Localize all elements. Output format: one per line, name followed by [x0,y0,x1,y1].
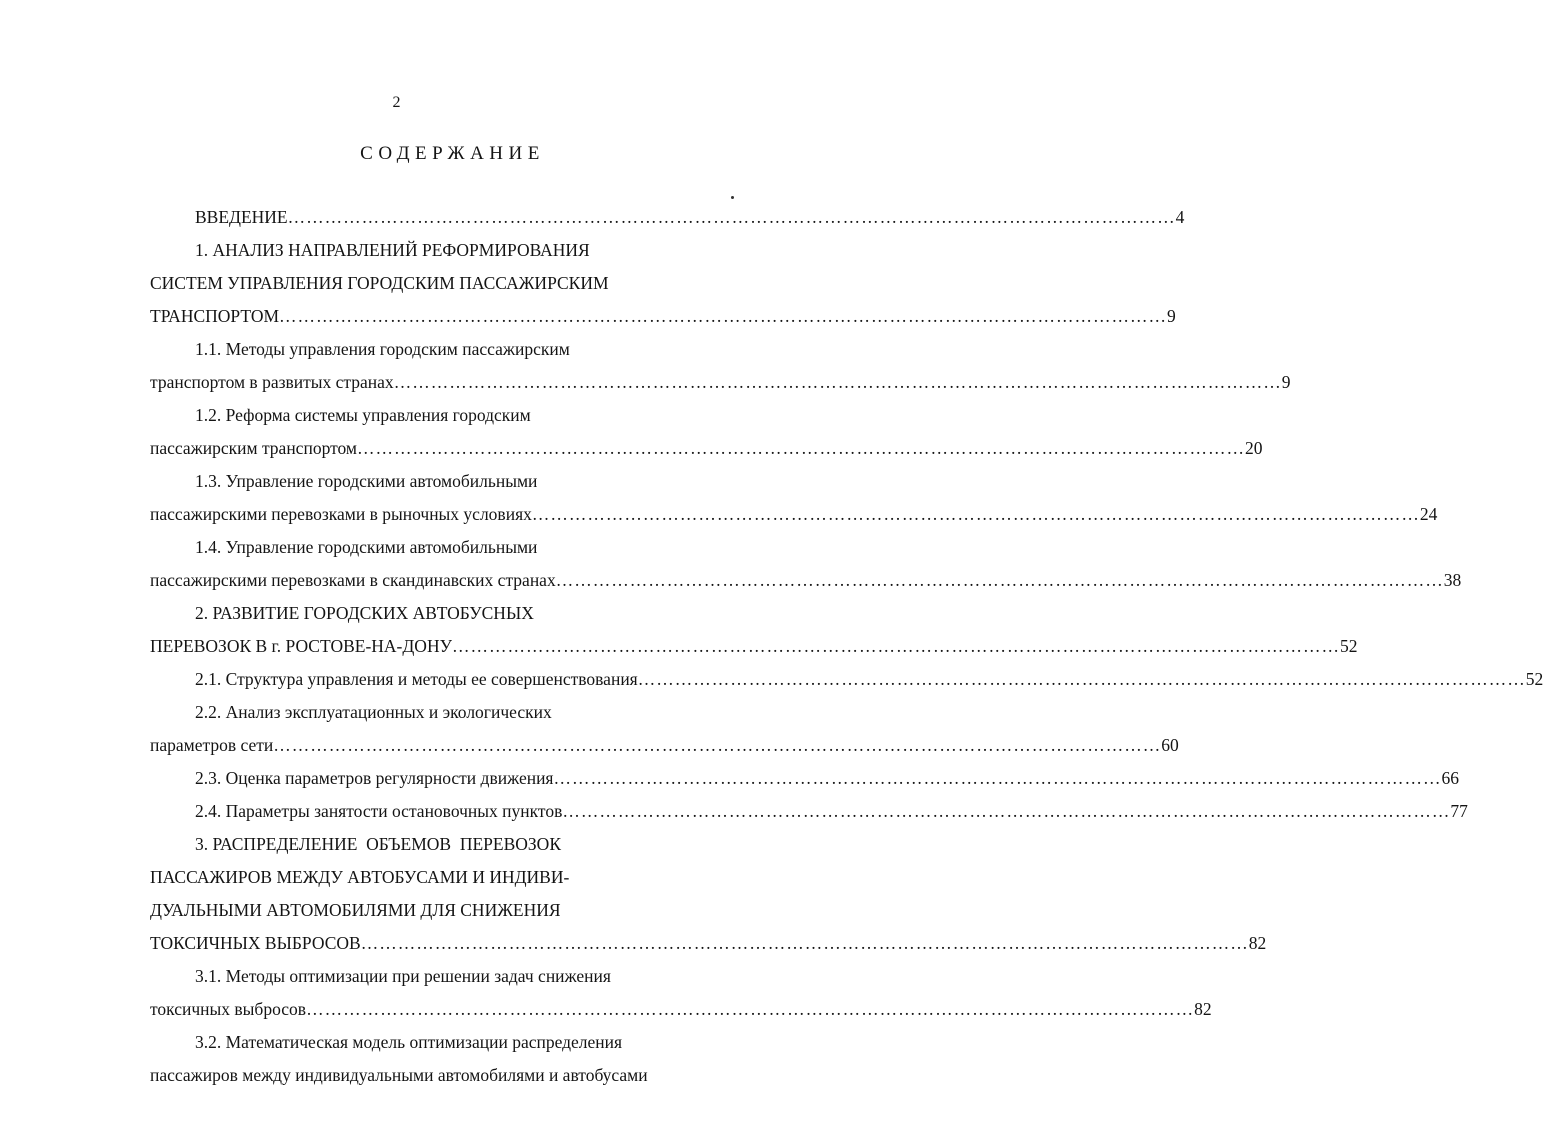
toc-entry-section-3-1 [150,998,1212,1020]
toc-page-number: 9 [1281,372,1291,392]
toc-page-number: 82 [1194,999,1212,1019]
toc-entry-title: токсичных выбросов [150,999,307,1019]
toc-entry-section-1-1 [150,371,1291,393]
toc-entry-section-1-4 [150,569,1462,591]
toc-entry-section-1-2 [150,437,1263,459]
toc-entry-title: 2.1. Структура управления и методы ее совершенствования [195,669,638,689]
dot-leader: ……………………………………………………………………………………………………………………………… [357,438,1245,458]
toc-entry-section-2-1 [195,668,1543,690]
toc-section-3-2-line-2: пассажиров между индивидуальными автомобилями и автобусами [150,1065,648,1085]
toc-section-3-2-line-1: 3.2. Математическая модель оптимизации распределения [195,1032,623,1052]
toc-entry-title: пассажирскими перевозками в скандинавских странах [150,570,556,590]
scan-speck [731,196,734,199]
toc-entry-section-2-2 [150,734,1179,756]
toc-chapter-3-line-2: ПАССАЖИРОВ МЕЖДУ АВТОБУСАМИ И ИНДИВИ- [150,867,570,887]
dot-leader: ……………………………………………………………………………………………………………………………… [553,768,1442,788]
toc-page-number: 9 [1167,306,1176,326]
page-number: 2 [392,94,401,111]
toc-entry-title: пассажирским транспортом [150,438,357,458]
toc-page-number: 38 [1443,570,1462,590]
dot-leader: ……………………………………………………………………………………………………………………………… [287,207,1176,227]
toc-page-number: 60 [1161,735,1179,755]
toc-entry-title: ТОКСИЧНЫХ ВЫБРОСОВ [150,933,361,953]
toc-page-number: 52 [1339,636,1358,656]
toc-entry-title: пассажирскими перевозками в рыночных условиях [150,504,532,524]
toc-entry-title: 2.3. Оценка параметров регулярности движения [195,768,554,788]
toc-entry-section-1-3 [150,503,1438,525]
dot-leader: ……………………………………………………………………………………………………………………………… [562,801,1451,821]
toc-entry-title: ВВЕДЕНИЕ [195,207,288,227]
toc-entry-section-2-3 [195,767,1459,789]
toc-entry-title: транспортом в развитых странах [150,372,394,392]
toc-section-2-2-line-1: 2.2. Анализ эксплуатационных и экологических [195,702,552,722]
toc-entry-chapter-2 [150,635,1358,657]
dot-leader: ……………………………………………………………………………………………………………………………… [306,999,1195,1019]
dot-leader: ……………………………………………………………………………………………………………………………… [279,306,1168,326]
toc-page-number: 77 [1450,801,1468,821]
toc-entry-intro [195,206,1185,228]
toc-chapter-1-line-1: 1. АНАЛИЗ НАПРАВЛЕНИЙ РЕФОРМИРОВАНИЯ [195,240,590,260]
dot-leader: ……………………………………………………………………………………………………………………………… [273,735,1162,755]
toc-chapter-3-line-1: 3. РАСПРЕДЕЛЕНИЕ ОБЪЕМОВ ПЕРЕВОЗОК [195,834,561,854]
toc-page-number: 20 [1245,438,1263,458]
dot-leader: ……………………………………………………………………………………………………………………………… [637,669,1526,689]
dot-leader: ……………………………………………………………………………………………………………………………… [531,504,1420,524]
toc-page-number: 82 [1248,933,1267,953]
toc-section-1-2-line-1: 1.2. Реформа системы управления городским [195,405,531,425]
toc-entry-title: 2.4. Параметры занятости остановочных пунктов [195,801,563,821]
dot-leader: ……………………………………………………………………………………………………………………………… [555,570,1444,590]
toc-page-number: 52 [1525,669,1543,689]
toc-entry-title: параметров сети [150,735,274,755]
toc-section-1-3-line-1: 1.3. Управление городскими автомобильными [195,471,538,491]
toc-entry-title: ТРАНСПОРТОМ [150,306,280,326]
toc-chapter-2-line-1: 2. РАЗВИТИЕ ГОРОДСКИХ АВТОБУСНЫХ [195,603,534,623]
dot-leader: ……………………………………………………………………………………………………………………………… [393,372,1282,392]
toc-chapter-3-line-3: ДУАЛЬНЫМИ АВТОМОБИЛЯМИ ДЛЯ СНИЖЕНИЯ [150,900,561,920]
toc-section-1-4-line-1: 1.4. Управление городскими автомобильными [195,537,538,557]
toc-page-number: 66 [1441,768,1459,788]
toc-page-number: 24 [1419,504,1438,524]
toc-entry-title: ПЕРЕВОЗОК В г. РОСТОВЕ-НА-ДОНУ [150,636,452,656]
toc-entry-chapter-1 [150,305,1176,327]
toc-chapter-1-line-2: СИСТЕМ УПРАВЛЕНИЯ ГОРОДСКИМ ПАССАЖИРСКИМ [150,273,609,293]
toc-entry-chapter-3 [150,932,1267,954]
toc-entry-section-2-4 [195,800,1468,822]
dot-leader: ……………………………………………………………………………………………………………………………… [451,636,1340,656]
dot-leader: ……………………………………………………………………………………………………………………………… [360,933,1249,953]
toc-section-1-1-line-1: 1.1. Методы управления городским пассажирским [195,339,570,359]
page-title: СОДЕРЖАНИЕ [360,143,545,164]
toc-page-number: 4 [1175,207,1185,227]
toc-section-3-1-line-1: 3.1. Методы оптимизации при решении задач снижения [195,966,611,986]
